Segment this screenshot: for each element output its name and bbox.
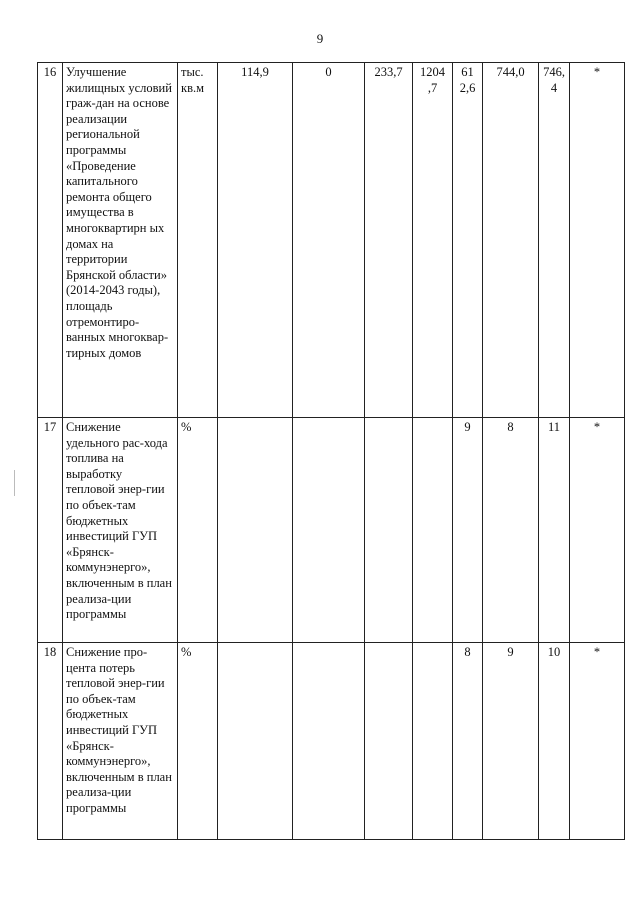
value-cell: 9 (453, 418, 483, 643)
table-row (38, 418, 625, 643)
value-cell: 744,0 (483, 63, 539, 418)
value-cell: 8 (453, 643, 483, 840)
asterisk-mark: * (570, 63, 625, 418)
value-cell (413, 643, 453, 840)
value-cell: 8 (483, 418, 539, 643)
indicator-name: Снижение удельного рас-хода топлива на выработку тепловой энер-гии по объек-там бюджетных инвестиций ГУП «Брянск-коммунэнерго», включенным в план реализа-ции программы (63, 418, 178, 643)
unit-cell: % (178, 643, 218, 840)
value-cell: 746, 4 (539, 63, 570, 418)
asterisk-mark: * (570, 643, 625, 840)
value-cell (365, 418, 413, 643)
value-cell: 233,7 (365, 63, 413, 418)
asterisk-mark: * (570, 418, 625, 643)
value-cell: 61 2,6 (453, 63, 483, 418)
value-cell (293, 643, 365, 840)
row-number: 17 (38, 418, 63, 643)
value-cell: 10 (539, 643, 570, 840)
indicators-table (37, 62, 625, 840)
page-number: 9 (316, 31, 324, 46)
indicator-name: Снижение про-цента потерь тепловой энер-гии по объек-там бюджетных инвестиций ГУП «Брянск-коммунэнерго», включенным в план реализа-ции программы (63, 643, 178, 840)
value-cell: 114,9 (218, 63, 293, 418)
table-row (38, 643, 625, 840)
indicator-name: Улучшение жилищных условий граж-дан на основе реализации региональной программы «Проведение капитального ремонта общего имущества в многоквартирн ых домах на территории Брянской области» (2014-2043 годы), площадь отремонтиро-ванных многоквар-тирных домов (63, 63, 178, 418)
value-cell (365, 643, 413, 840)
value-cell: 11 (539, 418, 570, 643)
row-number: 18 (38, 643, 63, 840)
value-cell (218, 643, 293, 840)
unit-cell: тыс. кв.м (178, 63, 218, 418)
value-cell (293, 418, 365, 643)
value-cell (218, 418, 293, 643)
value-cell: 1204 ,7 (413, 63, 453, 418)
row-number: 16 (38, 63, 63, 418)
unit-cell: % (178, 418, 218, 643)
table-row (38, 63, 625, 418)
value-cell (413, 418, 453, 643)
value-cell: 0 (293, 63, 365, 418)
scan-artifact (14, 470, 15, 496)
value-cell: 9 (483, 643, 539, 840)
